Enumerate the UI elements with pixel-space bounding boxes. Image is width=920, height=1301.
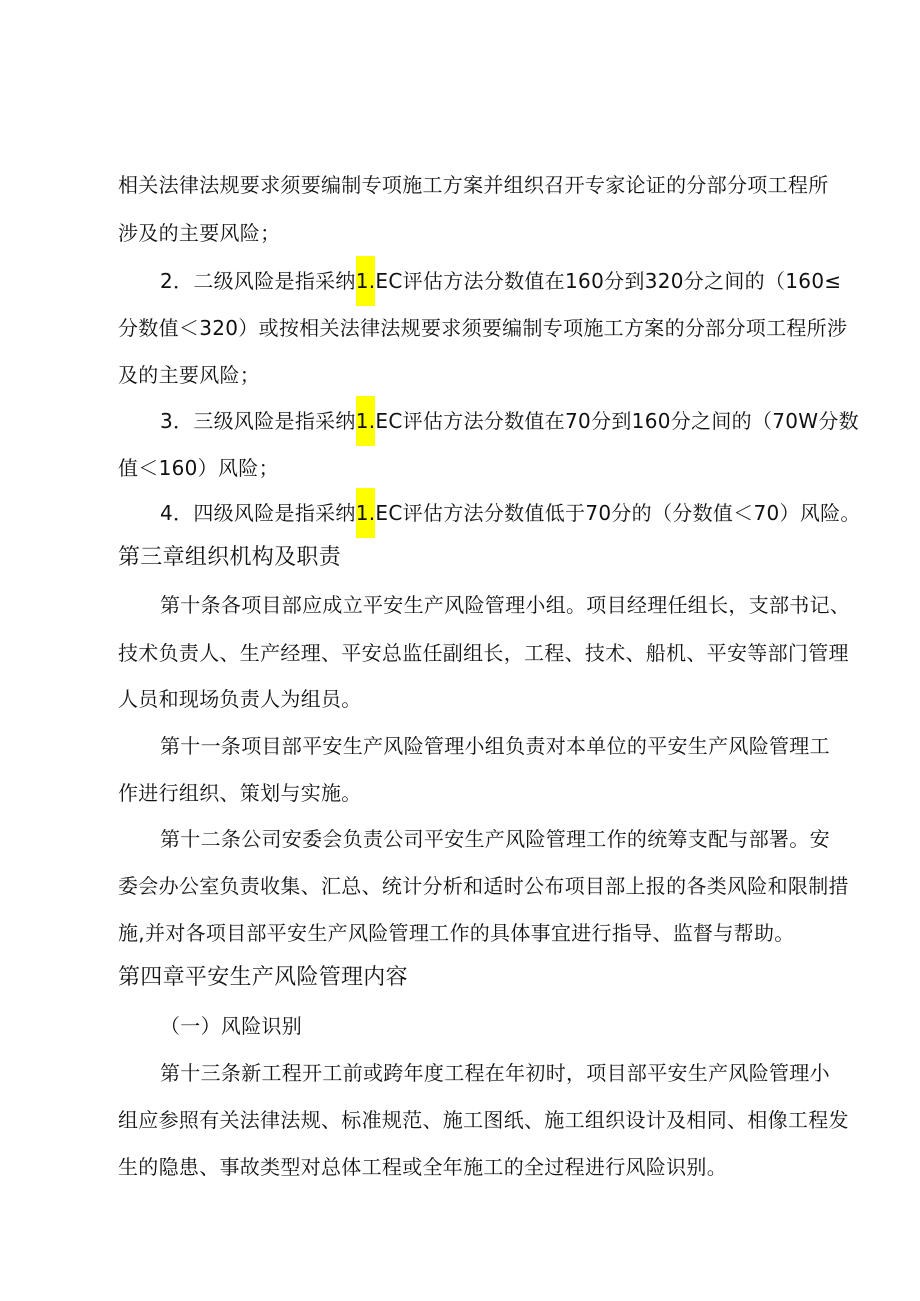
- article-12-line1: 第十二条公司安委会负责公司平安生产风险管理工作的统筹支配与部署。安: [160, 827, 830, 851]
- item-4-prefix: 4．四级风险是指采纳: [160, 501, 356, 525]
- article-13-line3: 生的隐患、事故类型对总体工程或全年施工的全过程进行风险识别。: [118, 1155, 727, 1179]
- item-2-line1: [160, 268, 841, 294]
- item-3-rest: EC评估方法分数值在70分到160分之间的（70W分数: [375, 409, 859, 433]
- item-4-rest: EC评估方法分数值低于70分的（分数值＜70）风险。: [375, 501, 861, 525]
- item-3-prefix: 3．三级风险是指采纳: [160, 409, 356, 433]
- item-3-highlight: 1.: [356, 396, 376, 446]
- article-12-line3: 施,并对各项目部平安生产风险管理工作的具体事宜进行指导、监督与帮助。: [118, 921, 795, 945]
- p1-line1: 相关法律法规要求须要编制专项施工方案并组织召开专家论证的分部分项工程所: [118, 173, 829, 197]
- item-2-prefix: 2．二级风险是指采纳: [160, 269, 356, 293]
- article-10-line2: 技术负责人、生产经理、平安总监任副组长，工程、技术、船机、平安等部门管理: [118, 641, 849, 665]
- item-4-line1: [160, 500, 861, 526]
- item-2-line3: 及的主要风险；: [118, 363, 261, 387]
- article-13-line2: 组应参照有关法律法规、标准规范、施工图纸、施工组织设计及相同、相像工程发: [118, 1108, 849, 1132]
- article-10-line3: 人员和现场负责人为组员。: [118, 687, 362, 711]
- item-2-highlight: 1.: [356, 256, 376, 306]
- p1-line2: 涉及的主要风险；: [118, 221, 281, 245]
- article-13-line1: 第十三条新工程开工前或跨年度工程在年初时，项目部平安生产风险管理小: [160, 1061, 830, 1085]
- chapter-3-title: 第三章组织机构及职责: [118, 545, 342, 570]
- section-1-title: （一）风险识别: [160, 1014, 303, 1038]
- item-4-highlight: 1.: [356, 488, 376, 538]
- item-2-line2: 分数值＜320）或按相关法律法规要求须要编制专项施工方案的分部分项工程所涉: [118, 316, 848, 340]
- item-2-rest: EC评估方法分数值在160分到320分之间的（160≤: [375, 269, 842, 293]
- article-12-line2: 委会办公室负责收集、汇总、统计分析和适时公布项目部上报的各类风险和限制措: [118, 874, 849, 898]
- chapter-4-title: 第四章平安生产风险管理内容: [118, 965, 408, 990]
- article-11-line2: 作进行组织、策划与实施。: [118, 781, 362, 805]
- article-11-line1: 第十一条项目部平安生产风险管理小组负责对本单位的平安生产风险管理工: [160, 734, 830, 758]
- item-3-line1: [160, 408, 859, 434]
- article-10-line1: 第十条各项目部应成立平安生产风险管理小组。项目经理任组长，支部书记、: [160, 593, 851, 617]
- item-3-line2: 值＜160）风险；: [118, 456, 279, 480]
